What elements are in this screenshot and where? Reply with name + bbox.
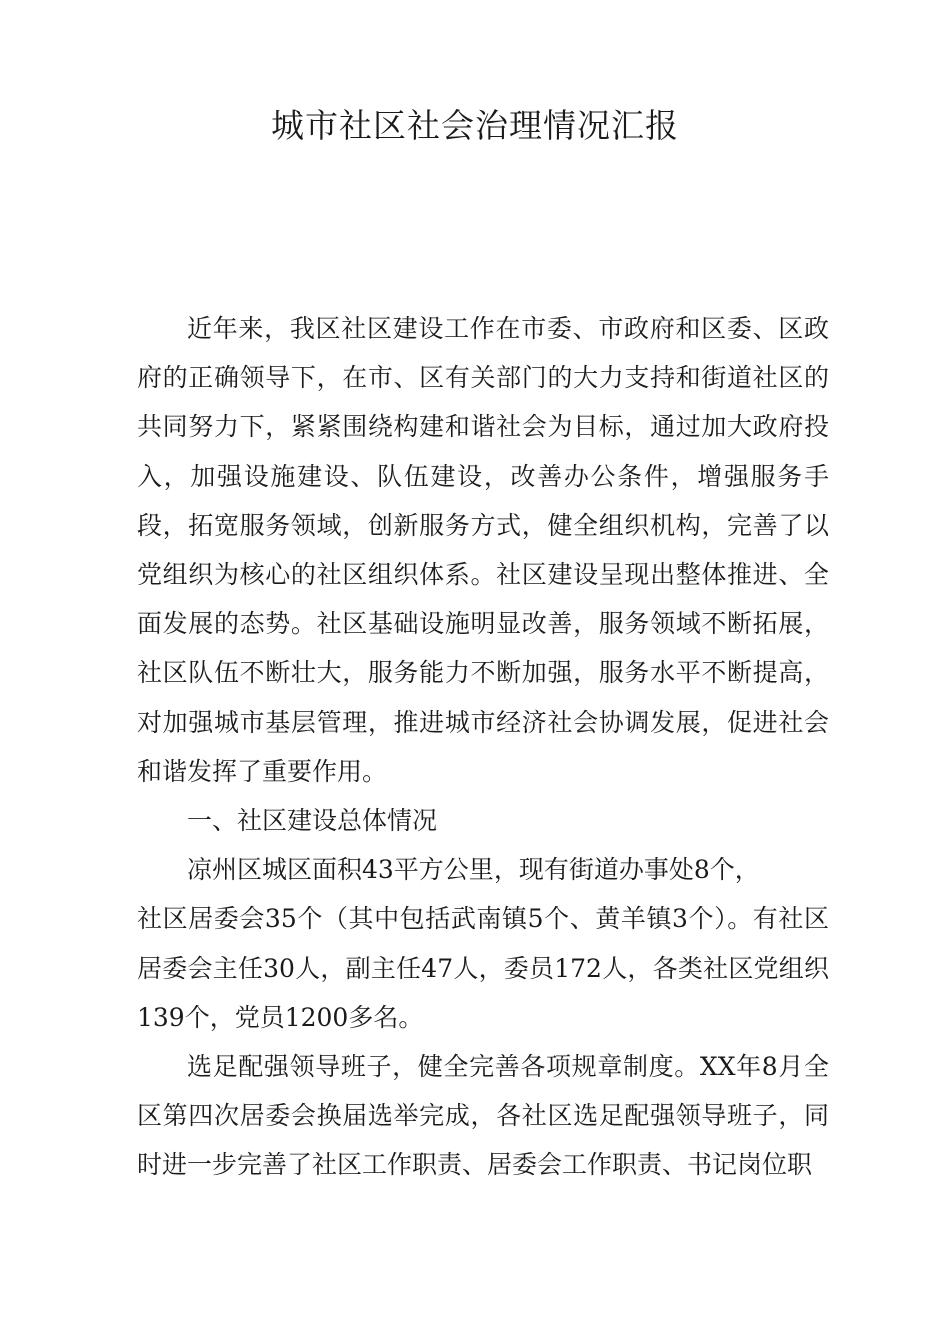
stats-paragraph-rest: 社区居委会35个（其中包括武南镇5个、黄羊镇3个）。有社区居委会主任30人，副主任47人，委员172人，各类社区党组织139个，党员1200多名。 <box>137 904 829 1032</box>
section-heading-overview: 一、社区建设总体情况 <box>187 806 438 836</box>
intro-paragraph: 近年来，我区社区建设工作在市委、市政府和区委、区政府的正确领导下，在市、区有关部门的大力支持和街道社区的共同努力下，紧紧围绕构建和谐社会为目标，通过加大政府投入，加强设施建设、队伍建设，改善办公条件，增强服务手段，拓宽服务领域，创新服务方式，健全组织机构，完善了以党组织为核心的社区组织体系。社区建设呈现出整体推进、全面发展的态势。社区基础设施明显改善，服务领域不断拓展，社区队伍不断壮大，服务能力不断加强，服务水平不断提高，对加强城市基层管理，推进城市经济社会协调发展，促进社会和谐发挥了重要作用。 <box>137 314 829 786</box>
leadership-paragraph: 选足配强领导班子，健全完善各项规章制度。XX年8月全区第四次居委会换届选举完成，各社区选足配强领导班子，同时进一步完善了社区工作职责、居委会工作职责、书记岗位职 <box>137 1052 829 1180</box>
document-title: 城市社区社会治理情况汇报 <box>271 106 679 145</box>
stats-paragraph <box>137 845 829 1042</box>
document-body <box>137 304 829 1190</box>
stats-paragraph-line1: 凉州区城区面积43平方公里，现有街道办事处8个， <box>187 855 760 885</box>
